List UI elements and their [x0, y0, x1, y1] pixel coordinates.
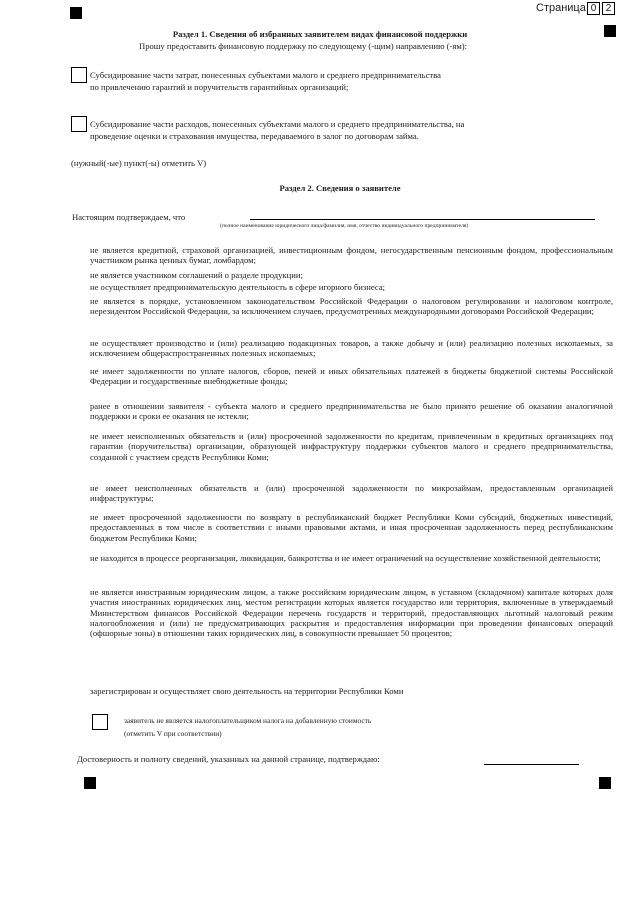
vat-text: заявитель не является налогоплательщиком налога на добавленную стоимость	[124, 716, 372, 725]
option2-line1: Субсидирование части расходов, понесенных субъектами малого и среднего предпринимательства, на	[90, 119, 465, 129]
signature-field[interactable]	[484, 764, 579, 765]
condition-item-3: не осуществляет предпринимательскую деятельность в сфере игорного бизнеса;	[90, 282, 386, 292]
condition-item-9: не имеет неисполненных обязательств и (или) просроченной задолженности по микрозаймам, предоставленным организацией инфраструктуры;	[90, 483, 613, 504]
page-digit-2: 2	[602, 2, 615, 15]
condition-item-12: не является иностранным юридическим лицом, а также российским юридическим лицом, в уставном (складочном) капитале которых доля участия иностранных юридических лиц, местом регистрации которых является государство или территория, включенные в утверждаемый Министерством финансов Российской Федерации перечень государств и территорий, предоставляющих льготный налоговый режим налогообложения и (или) не предусматривающих раскрытия и предоставления информации при проведении финансовых операций (офшорные зоны) в отношении таких юридических лиц, в совокупности превышает 50 процентов;	[90, 587, 613, 639]
section1-note: (нужный(-ые) пункт(-ы) отметить V)	[71, 158, 207, 168]
applicant-name-field[interactable]	[250, 219, 595, 220]
condition-item-2: не является участником соглашений о разделе продукции;	[90, 270, 303, 280]
condition-item-8: не имеет неисполненных обязательств и (или) просроченной задолженности по кредитам, привлеченным в кредитных организациях под гарантии (поручительства) организации, образующей инфраструктуру поддержки субъектов малого и среднего предпринимательства, созданной с участием средств Республики Коми;	[90, 431, 613, 462]
registered-text: зарегистрирован и осуществляет свою деятельность на территории Республики Коми	[90, 686, 404, 696]
option1-line2: по привлечению гарантий и поручительств гарантийных организаций;	[90, 82, 349, 92]
vat-hint: (отметить V при соответствии)	[124, 729, 222, 738]
page-label: Страница	[536, 2, 586, 14]
section1-title: Раздел 1. Сведения об избранных заявителем видах финансовой поддержки	[172, 29, 468, 39]
condition-item-11: не находится в процессе реорганизации, ликвидации, банкротства и не имеет ограничений на осуществление хозяйственной деятельности;	[90, 553, 601, 563]
corner-marker-top-left	[70, 7, 82, 19]
option2-checkbox[interactable]	[71, 116, 87, 132]
condition-item-1: не является кредитной, страховой организацией, инвестиционным фондом, негосударственным пенсионным фондом, профессиональным участником рынка ценных бумаг, ломбардом;	[90, 245, 613, 266]
page-digit-1: 0	[587, 2, 600, 15]
corner-marker-bottom-right	[599, 777, 611, 789]
condition-item-10: не имеет просроченной задолженности по возврату в республиканский бюджет Республики Коми субсидий, бюджетных инвестиций, предоставленных в том числе в соответствии с иными правовыми актами, и иная просроченная задолженность перед республиканским бюджетом Республики Коми;	[90, 512, 613, 543]
condition-item-6: не имеет задолженности по уплате налогов, сборов, пеней и иных обязательных платежей в бюджеты бюджетной системы Российской Федерации и государственные внебюджетные фонды;	[90, 366, 613, 387]
option1-line1: Субсидирование части затрат, понесенных субъектами малого и среднего предпринимательства	[90, 70, 441, 80]
option1-checkbox[interactable]	[71, 67, 87, 83]
condition-item-4: не является в порядке, установленном законодательством Российской Федерации о налоговом регулировании и налоговом контроле, нерезидентом Российской Федерации, за исключением случаев, предусмотренных международными договорами Российской Федерации;	[90, 296, 613, 317]
confirm-text: Настоящим подтверждаем, что	[72, 212, 186, 222]
condition-item-7: ранее в отношении заявителя - субъекта малого и среднего предпринимательства не было принято решение об оказании аналогичной поддержки и сроки ее оказания не истекли;	[90, 401, 613, 422]
section1-request: Прошу предоставить финансовую поддержку по следующему (-щим) направлению (-ям):	[139, 41, 468, 51]
condition-item-5: не осуществляет производство и (или) реализацию подакцизных товаров, а также добычу и (или) реализацию полезных ископаемых, за исключением общераспространенных полезных ископаемых;	[90, 338, 613, 359]
corner-marker-bottom-left	[84, 777, 96, 789]
vat-checkbox[interactable]	[92, 714, 108, 730]
section2-title: Раздел 2. Сведения о заявителе	[279, 183, 401, 193]
reliability-text: Достоверность и полноту сведений, указанных на данной странице, подтверждаю:	[77, 754, 380, 764]
applicant-name-caption: (полное наименование юридического лица/фамилия, имя, отчество индивидуального предпринимателя)	[220, 223, 469, 229]
option2-line2: проведение оценки и страхования имущества, передаваемого в залог по договорам займа.	[90, 131, 419, 141]
